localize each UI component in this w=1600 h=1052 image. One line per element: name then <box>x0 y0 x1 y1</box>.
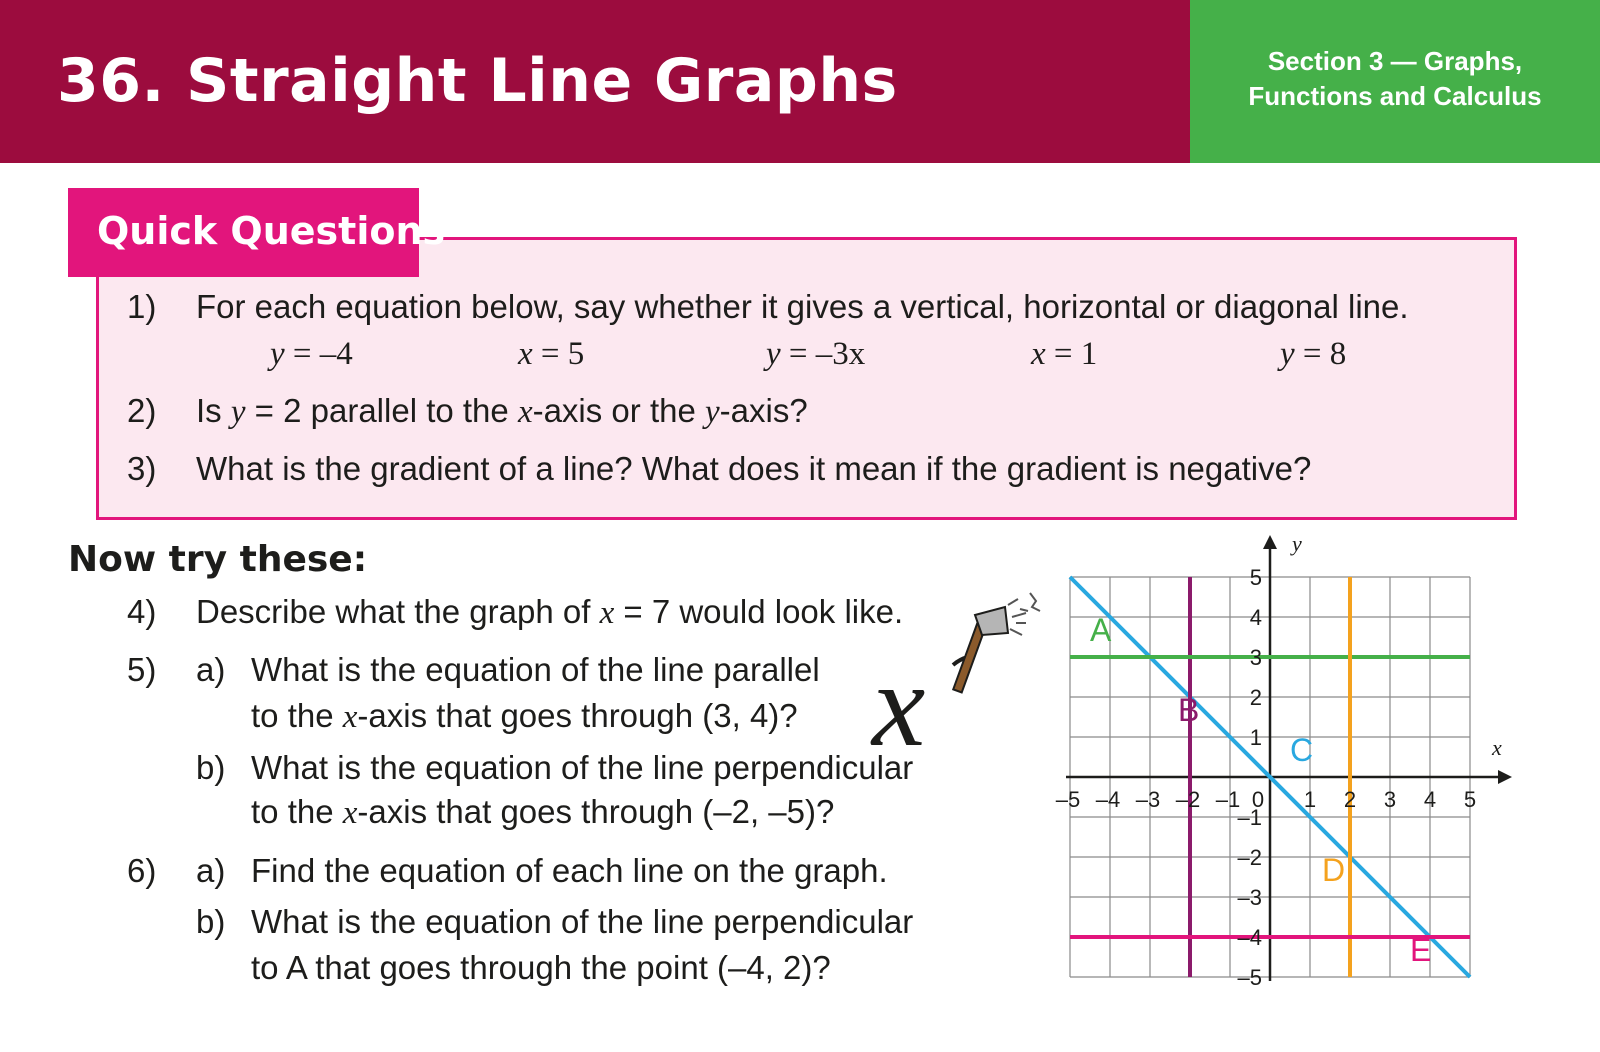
question-5b-line1: What is the equation of the line perpendicular <box>251 749 914 786</box>
equation-1: y = –4 <box>270 336 353 372</box>
question-6b-line2: to A that goes through the point (–4, 2)? <box>251 949 831 986</box>
y-axis-label: y <box>1292 531 1302 556</box>
quick-questions-title: Quick Questions <box>97 209 446 253</box>
subquestion-label: a) <box>196 852 226 889</box>
page-title: 36. Straight Line Graphs <box>57 46 898 116</box>
question-4-text: Describe what the graph of x = 7 would look like. <box>196 593 904 631</box>
x-tick-label: –4 <box>1095 787 1121 812</box>
y-tick-label: –4 <box>1237 925 1262 950</box>
y-tick-label: 4 <box>1249 605 1262 630</box>
question-5b-line2: to the x-axis that goes through (–2, –5)? <box>251 793 835 831</box>
y-tick-label: –5 <box>1237 965 1262 990</box>
y-tick-label: –1 <box>1237 805 1262 830</box>
now-try-heading: Now try these: <box>68 539 368 580</box>
question-number: 1) <box>127 288 157 325</box>
equation-5: y = 8 <box>1280 336 1347 372</box>
x-tick-label: 4 <box>1423 787 1437 812</box>
x-tick-label: 2 <box>1343 787 1357 812</box>
question-5a-line2: to the x-axis that goes through (3, 4)? <box>251 697 798 735</box>
x-tick-label: –3 <box>1135 787 1161 812</box>
question-number: 6) <box>127 852 157 889</box>
letter-x-with-axe-icon <box>872 595 1060 771</box>
subquestion-label: b) <box>196 749 226 786</box>
x-axis-arrow <box>1498 770 1512 784</box>
x-axis-label: x <box>1492 735 1502 760</box>
y-tick-label: –2 <box>1237 845 1262 870</box>
question-5a-line1: What is the equation of the line parallel <box>251 651 820 688</box>
equation-3: y = –3x <box>766 336 866 372</box>
y-tick-label: –3 <box>1237 885 1262 910</box>
question-3-text: What is the gradient of a line? What does it mean if the gradient is negative? <box>196 450 1312 487</box>
y-axis-arrow <box>1263 535 1277 549</box>
svg-text:x: x <box>872 638 926 771</box>
y-tick-label: 2 <box>1249 685 1262 710</box>
equation-4: x = 1 <box>1031 336 1098 372</box>
line-graph <box>1055 530 1548 1020</box>
y-tick-label: 1 <box>1249 725 1262 750</box>
question-1-text: For each equation below, say whether it gives a vertical, horizontal or diagonal line. <box>196 288 1409 325</box>
y-tick-label: 5 <box>1249 565 1262 590</box>
question-number: 3) <box>127 450 157 487</box>
line-label-c: C <box>1290 732 1314 768</box>
question-number: 4) <box>127 593 157 630</box>
x-tick-label: –1 <box>1215 787 1241 812</box>
line-label-d: D <box>1322 852 1346 888</box>
x-tick-label: 1 <box>1303 787 1317 812</box>
x-tick-label: –2 <box>1175 787 1201 812</box>
x-tick-label: 5 <box>1463 787 1477 812</box>
question-6b-line1: What is the equation of the line perpendicular <box>251 903 914 940</box>
x-tick-label: 3 <box>1383 787 1397 812</box>
equation-2: x = 5 <box>518 336 585 372</box>
question-number: 5) <box>127 651 157 688</box>
section-label <box>1190 44 1600 114</box>
y-tick-label: 3 <box>1249 645 1262 670</box>
question-2-text: Is y = 2 parallel to the x-axis or the y-axis? <box>196 392 808 430</box>
question-6a-text: Find the equation of each line on the graph. <box>251 852 888 889</box>
origin-label: 0 <box>1251 787 1265 812</box>
line-label-b: B <box>1178 692 1200 728</box>
section-label-line2: Functions and Calculus <box>1248 81 1542 111</box>
section-label-line1: Section 3 — Graphs, <box>1267 46 1523 76</box>
subquestion-label: a) <box>196 651 226 688</box>
line-label-e: E <box>1410 932 1432 968</box>
subquestion-label: b) <box>196 903 226 940</box>
x-tick-label: –5 <box>1055 787 1081 812</box>
line-label-a: A <box>1090 612 1112 648</box>
question-number: 2) <box>127 392 157 429</box>
